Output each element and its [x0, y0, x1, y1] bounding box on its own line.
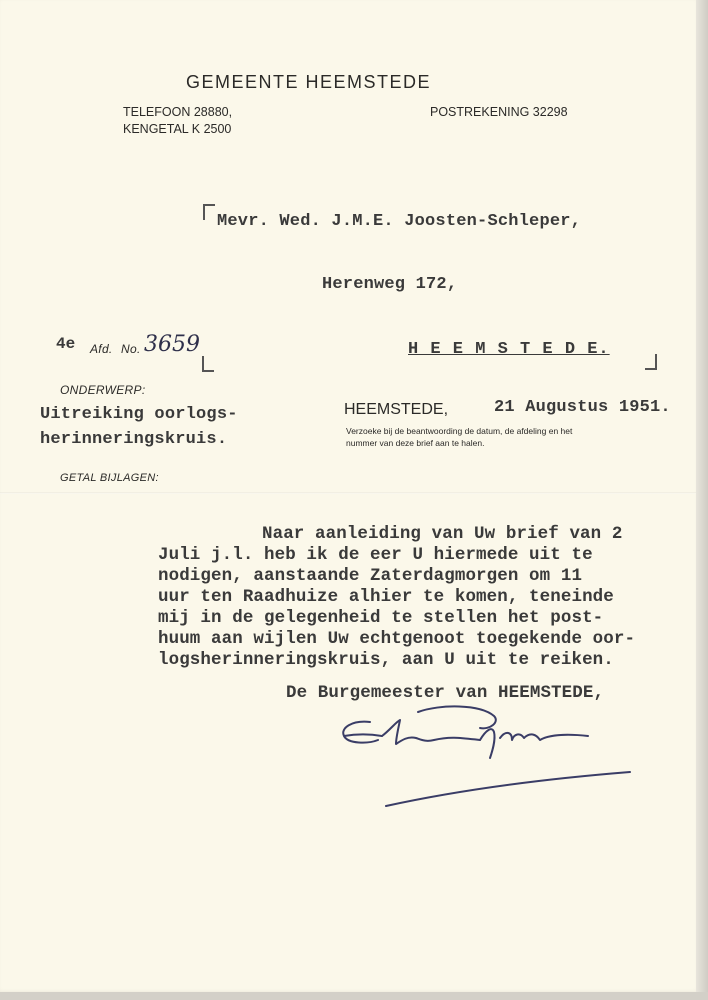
body-line-4: uur ten Raadhuize alhier te komen, teneinde [158, 587, 614, 607]
paper-edge [696, 0, 708, 1000]
recipient-name: Mevr. Wed. J.M.E. Joosten-Schleper, [217, 212, 582, 231]
body-line-2: Juli j.l. heb ik de eer U hiermede uit te [158, 545, 593, 565]
recipient-city: H E E M S T E D E. [408, 340, 610, 359]
body-line-7: logsherinneringskruis, aan U uit te reiken. [158, 650, 614, 670]
area-code: KENGETAL K 2500 [123, 122, 232, 136]
department-label: Afd. [90, 342, 113, 356]
attachments-label: GETAL BIJLAGEN: [60, 472, 159, 484]
closing-line: De Burgemeester van HEEMSTEDE, [286, 683, 605, 703]
body-line-3: nodigen, aanstaande Zaterdagmorgen om 11 [158, 566, 583, 586]
subject-line-1: Uitreiking oorlogs- [40, 405, 238, 424]
reply-instruction-line-1: Verzoeke bij de beantwoording de datum, de afdeling en het [346, 426, 573, 436]
giro-account: POSTREKENING 32298 [430, 105, 568, 119]
address-corner-top-left [203, 204, 215, 220]
paper-fold [0, 492, 700, 494]
address-corner-bottom-left [202, 356, 214, 372]
signature [330, 700, 650, 820]
paper-edge-bottom [0, 992, 708, 1000]
telephone-number: TELEFOON 28880, [123, 105, 233, 119]
address-corner-bottom-right [645, 354, 657, 370]
reply-instruction-line-2: nummer van deze brief aan te halen. [346, 438, 485, 448]
letterhead-title: GEMEENTE HEEMSTEDE [186, 72, 432, 92]
subject-line-2: herinneringskruis. [40, 430, 228, 449]
subject-label: ONDERWERP: [60, 383, 146, 397]
body-line-6: huum aan wijlen Uw echtgenoot toegekende oor- [158, 629, 636, 649]
department-number: 4e [56, 335, 76, 353]
letter-date: 21 Augustus 1951. [494, 398, 671, 417]
body-line-5: mij in de gelegenheid te stellen het post- [158, 608, 604, 628]
recipient-street: Herenweg 172, [322, 275, 458, 294]
dateline-place: HEEMSTEDE, [344, 401, 449, 418]
number-label: No. [121, 342, 141, 356]
body-line-1: Naar aanleiding van Uw brief van 2 [262, 524, 623, 544]
reference-number-handwritten: 3659 [144, 332, 200, 357]
